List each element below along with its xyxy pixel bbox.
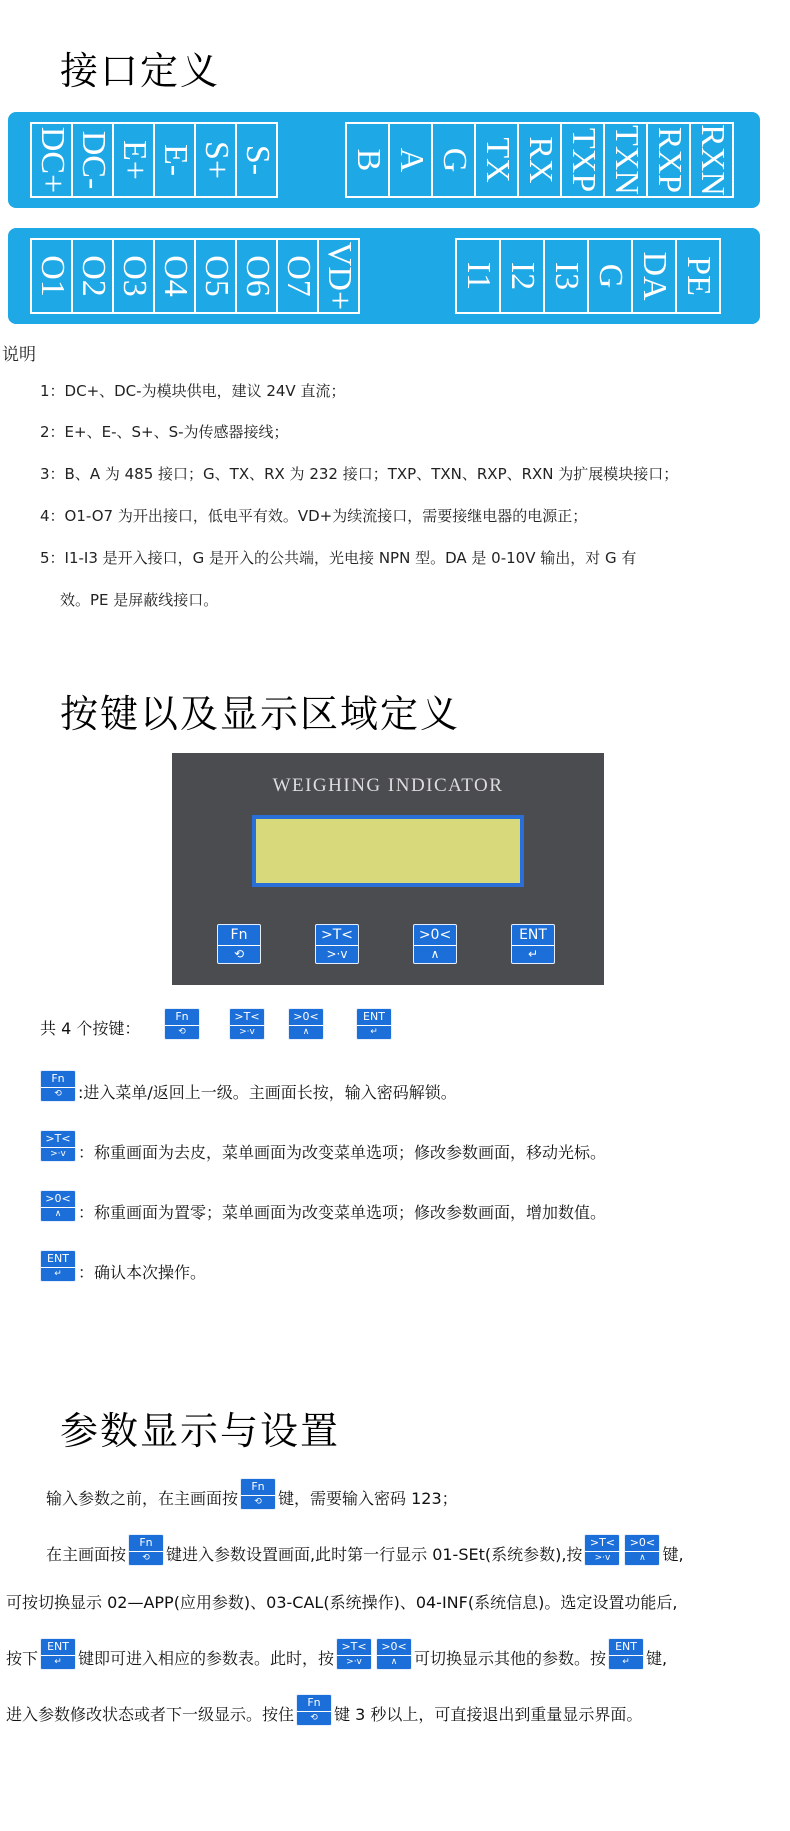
- tare-key-desc-icon: [40, 1130, 76, 1162]
- terminal-label: O2: [74, 255, 112, 297]
- params-line-4-b: 键即可进入相应的参数表。此时，按: [78, 1649, 335, 1668]
- terminal-label: O4: [156, 255, 194, 297]
- terminal-label: G: [592, 263, 629, 289]
- terminal-label: TXN: [607, 125, 645, 195]
- row2-right-terminal-pe-5: [675, 238, 721, 314]
- ent-key-inline-label: ENT: [609, 1639, 643, 1656]
- terminal-label: I2: [504, 261, 541, 291]
- ent-key-inline: [40, 1638, 76, 1670]
- row2-left-terminal-o4-3: [153, 238, 196, 314]
- tare-key-label: >T<: [316, 925, 358, 946]
- terminal-label: S+: [197, 140, 235, 180]
- enter-icon: ↵: [54, 1656, 62, 1667]
- params-line-3: 可按切换显示 02—APP(应用参数)、03-CAL(系统操作)、04-INF(系统信息)。选定设置功能后,: [6, 1593, 678, 1612]
- up-arrow-icon: ∧: [302, 1026, 310, 1037]
- fn-key-inline-label: Fn: [297, 1695, 331, 1712]
- tare-key-desc-label: >T<: [41, 1131, 75, 1148]
- note-4: 4：O1-O7 为开出接口，低电平有效。VD+为续流接口，需要接继电器的电源正；: [40, 507, 588, 525]
- row2-right-terminal-i2-1: [499, 238, 545, 314]
- tare-key-inline: [584, 1534, 620, 1566]
- fn-key-small-label: Fn: [165, 1009, 199, 1026]
- note-3: 3：B、A 为 485 接口；G、TX、RX 为 232 接口；TXP、TXN、RXP、RXN 为扩展模块接口；: [40, 465, 679, 483]
- fn-key[interactable]: [217, 924, 261, 964]
- weighing-indicator-panel: [172, 753, 604, 985]
- terminal-label: O5: [197, 255, 235, 297]
- terminal-label: A: [392, 147, 430, 173]
- terminal-label: TXP: [564, 127, 602, 193]
- panel-title: WEIGHING INDICATOR: [272, 775, 504, 796]
- tare-key-inline-label: >T<: [337, 1639, 371, 1656]
- params-line-1-b: 键，需要输入密码 123；: [278, 1489, 458, 1508]
- ent-key[interactable]: [511, 924, 555, 964]
- tare-key-inline-label: >T<: [585, 1535, 619, 1552]
- terminal-label: PE: [680, 256, 717, 296]
- zero-key-description: ：称重画面为置零；菜单画面为改变菜单选项；修改参数画面，增加数值。: [78, 1203, 607, 1222]
- fn-key-inline-label: Fn: [129, 1535, 163, 1552]
- tare-key-desc-sub: >·v: [50, 1148, 66, 1159]
- params-line-2-a: 在主画面按: [46, 1545, 127, 1564]
- tare-key-small-label: >T<: [230, 1009, 264, 1026]
- zero-key-desc-icon: [40, 1190, 76, 1222]
- row1-right-terminal-txn-6: [603, 122, 648, 198]
- refresh-icon: ⟲: [142, 1552, 150, 1563]
- params-line-5-b: 键 3 秒以上，可直接退出到重量显示界面。: [334, 1705, 643, 1724]
- ent-key-desc-icon: [40, 1250, 76, 1282]
- fn-key-small: [164, 1008, 200, 1040]
- row2-left-terminal-o2-1: [71, 238, 114, 314]
- row1-right-terminal-b-0: [345, 122, 390, 198]
- fn-key-description: :进入菜单/返回上一级。主画面长按，输入密码解锁。: [78, 1083, 457, 1102]
- terminal-label: E-: [156, 143, 194, 177]
- row1-right-terminal-rx-4: [517, 122, 562, 198]
- terminal-label: RXN: [693, 124, 731, 196]
- refresh-icon: ⟲: [233, 946, 245, 961]
- row1-right-terminal-rxn-8: [689, 122, 734, 198]
- row2-right-terminal-da-4: [631, 238, 677, 314]
- zero-key-inline: [376, 1638, 412, 1670]
- keys-intro: [40, 1016, 140, 1039]
- refresh-icon: ⟲: [54, 1088, 62, 1099]
- params-line-4-c: 可切换显示其他的参数。按: [414, 1649, 607, 1668]
- keys-intro-text: 共 4 个按键：: [40, 1019, 141, 1038]
- zero-key-label: >0<: [414, 925, 456, 946]
- up-arrow-icon: ∧: [390, 1656, 398, 1667]
- params-line-5: [6, 1694, 642, 1726]
- fn-key-inline-label: Fn: [241, 1479, 275, 1496]
- params-line-4: [6, 1638, 667, 1670]
- tare-key-inline-sub: >·v: [346, 1656, 362, 1667]
- row1-left-terminal-dc-1: [71, 122, 114, 198]
- lcd-display: [252, 815, 524, 887]
- ent-key-desc-label: ENT: [41, 1251, 75, 1268]
- tare-key-small: [229, 1008, 265, 1040]
- section-title-keys: 按键以及显示区域定义: [60, 692, 461, 736]
- ent-key-inline-label: ENT: [41, 1639, 75, 1656]
- terminal-label: TX: [478, 137, 516, 183]
- zero-key-small-label: >0<: [289, 1009, 323, 1026]
- enter-icon: ↵: [527, 946, 539, 961]
- row2-left-terminal-o7-6: [276, 238, 319, 314]
- terminal-label: VD+: [320, 241, 358, 311]
- fn-key-desc-icon: [40, 1070, 76, 1102]
- terminal-label: DC+: [33, 126, 71, 194]
- enter-icon: ↵: [370, 1026, 378, 1037]
- refresh-icon: ⟲: [178, 1026, 186, 1037]
- row1-right-terminal-g-2: [431, 122, 476, 198]
- terminal-label: DA: [636, 251, 673, 301]
- params-line-2-b: 键进入参数设置画面,此时第一行显示 01-SEt(系统参数),按: [166, 1545, 583, 1564]
- terminal-label: I1: [460, 261, 497, 291]
- fn-key-inline: [240, 1478, 276, 1510]
- zero-key[interactable]: [413, 924, 457, 964]
- tare-key-inline-sub: >·v: [594, 1552, 611, 1563]
- fn-key-label: Fn: [218, 925, 260, 946]
- tare-key-description: ：称重画面为去皮，菜单画面为改变菜单选项；修改参数画面，移动光标。: [78, 1143, 607, 1162]
- tare-key-inline: [336, 1638, 372, 1670]
- section-title-interface: 接口定义: [60, 49, 221, 93]
- refresh-icon: ⟲: [254, 1496, 262, 1507]
- note-2: 2：E+、E-、S+、S-为传感器接线；: [40, 423, 289, 441]
- ent-key-small: [356, 1008, 392, 1040]
- terminal-label: S-: [238, 144, 276, 176]
- ent-key-description: ：确认本次操作。: [78, 1263, 207, 1282]
- terminal-label: I3: [548, 261, 585, 291]
- tare-key[interactable]: [315, 924, 359, 964]
- terminal-label: O6: [238, 255, 276, 297]
- row2-left-terminal-o5-4: [194, 238, 237, 314]
- params-line-4-a: 按下: [6, 1649, 39, 1668]
- terminal-label: E+: [115, 140, 153, 180]
- zero-key-inline-label: >0<: [625, 1535, 659, 1552]
- row2-left-terminal-o3-2: [112, 238, 155, 314]
- ent-key-inline: [608, 1638, 644, 1670]
- row2-left-terminal-vd-7: [317, 238, 360, 314]
- note-1: 1：DC+、DC-为模块供电，建议 24V 直流；: [40, 382, 346, 400]
- row1-left-terminal-dc-0: [30, 122, 73, 198]
- refresh-icon: ⟲: [310, 1712, 318, 1723]
- ent-key-small-label: ENT: [357, 1009, 391, 1026]
- row1-right-terminal-txp-5: [560, 122, 605, 198]
- fn-key-desc-label: Fn: [41, 1071, 75, 1088]
- row2-left-terminal-o1-0: [30, 238, 73, 314]
- terminal-label: O1: [33, 255, 71, 297]
- tare-key-small-sub: >·v: [239, 1026, 255, 1037]
- terminal-label: O3: [115, 255, 153, 297]
- zero-key-desc-label: >0<: [41, 1191, 75, 1208]
- row1-left-terminal-s-4: [194, 122, 237, 198]
- terminal-label: B: [349, 148, 387, 172]
- row1-left-terminal-s-5: [235, 122, 278, 198]
- terminal-label: DC-: [74, 130, 112, 190]
- params-line-2-c: 键,: [662, 1545, 684, 1564]
- up-arrow-icon: ∧: [54, 1208, 62, 1219]
- tare-key-sub: >·v: [326, 946, 348, 961]
- params-line-4-d: 键,: [646, 1649, 668, 1668]
- note-5-continued: 效。PE 是屏蔽线接口。: [60, 591, 219, 609]
- zero-key-inline-label: >0<: [377, 1639, 411, 1656]
- row1-left-terminal-e-2: [112, 122, 155, 198]
- fn-key-inline: [296, 1694, 332, 1726]
- section-title-params: 参数显示与设置: [60, 1409, 341, 1453]
- params-line-2: [46, 1534, 684, 1566]
- up-arrow-icon: ∧: [639, 1552, 646, 1563]
- terminal-label: RXP: [650, 126, 688, 194]
- params-line-1: [46, 1478, 458, 1510]
- row2-right-terminal-i1-0: [455, 238, 501, 314]
- row1-right-terminal-a-1: [388, 122, 433, 198]
- enter-icon: ↵: [622, 1656, 630, 1667]
- row1-left-terminal-e-3: [153, 122, 196, 198]
- params-line-1-a: 输入参数之前，在主画面按: [46, 1489, 239, 1508]
- terminal-label: G: [435, 147, 473, 173]
- enter-icon: ↵: [54, 1268, 62, 1279]
- zero-key-inline: [624, 1534, 660, 1566]
- terminal-label: RX: [521, 136, 559, 184]
- row1-right-terminal-tx-3: [474, 122, 519, 198]
- params-line-5-a: 进入参数修改状态或者下一级显示。按住: [6, 1705, 295, 1724]
- ent-key-label: ENT: [512, 925, 554, 946]
- note-5: 5：I1-I3 是开入接口，G 是开入的公共端，光电接 NPN 型。DA 是 0-10V 输出，对 G 有: [40, 549, 637, 567]
- row2-right-terminal-i3-2: [543, 238, 589, 314]
- fn-key-inline: [128, 1534, 164, 1566]
- row2-right-terminal-g-3: [587, 238, 633, 314]
- row1-right-terminal-rxp-7: [646, 122, 691, 198]
- zero-key-small: [288, 1008, 324, 1040]
- notes-heading: 说明: [2, 345, 36, 365]
- row2-left-terminal-o6-5: [235, 238, 278, 314]
- up-arrow-icon: ∧: [430, 946, 440, 961]
- terminal-label: O7: [279, 255, 317, 297]
